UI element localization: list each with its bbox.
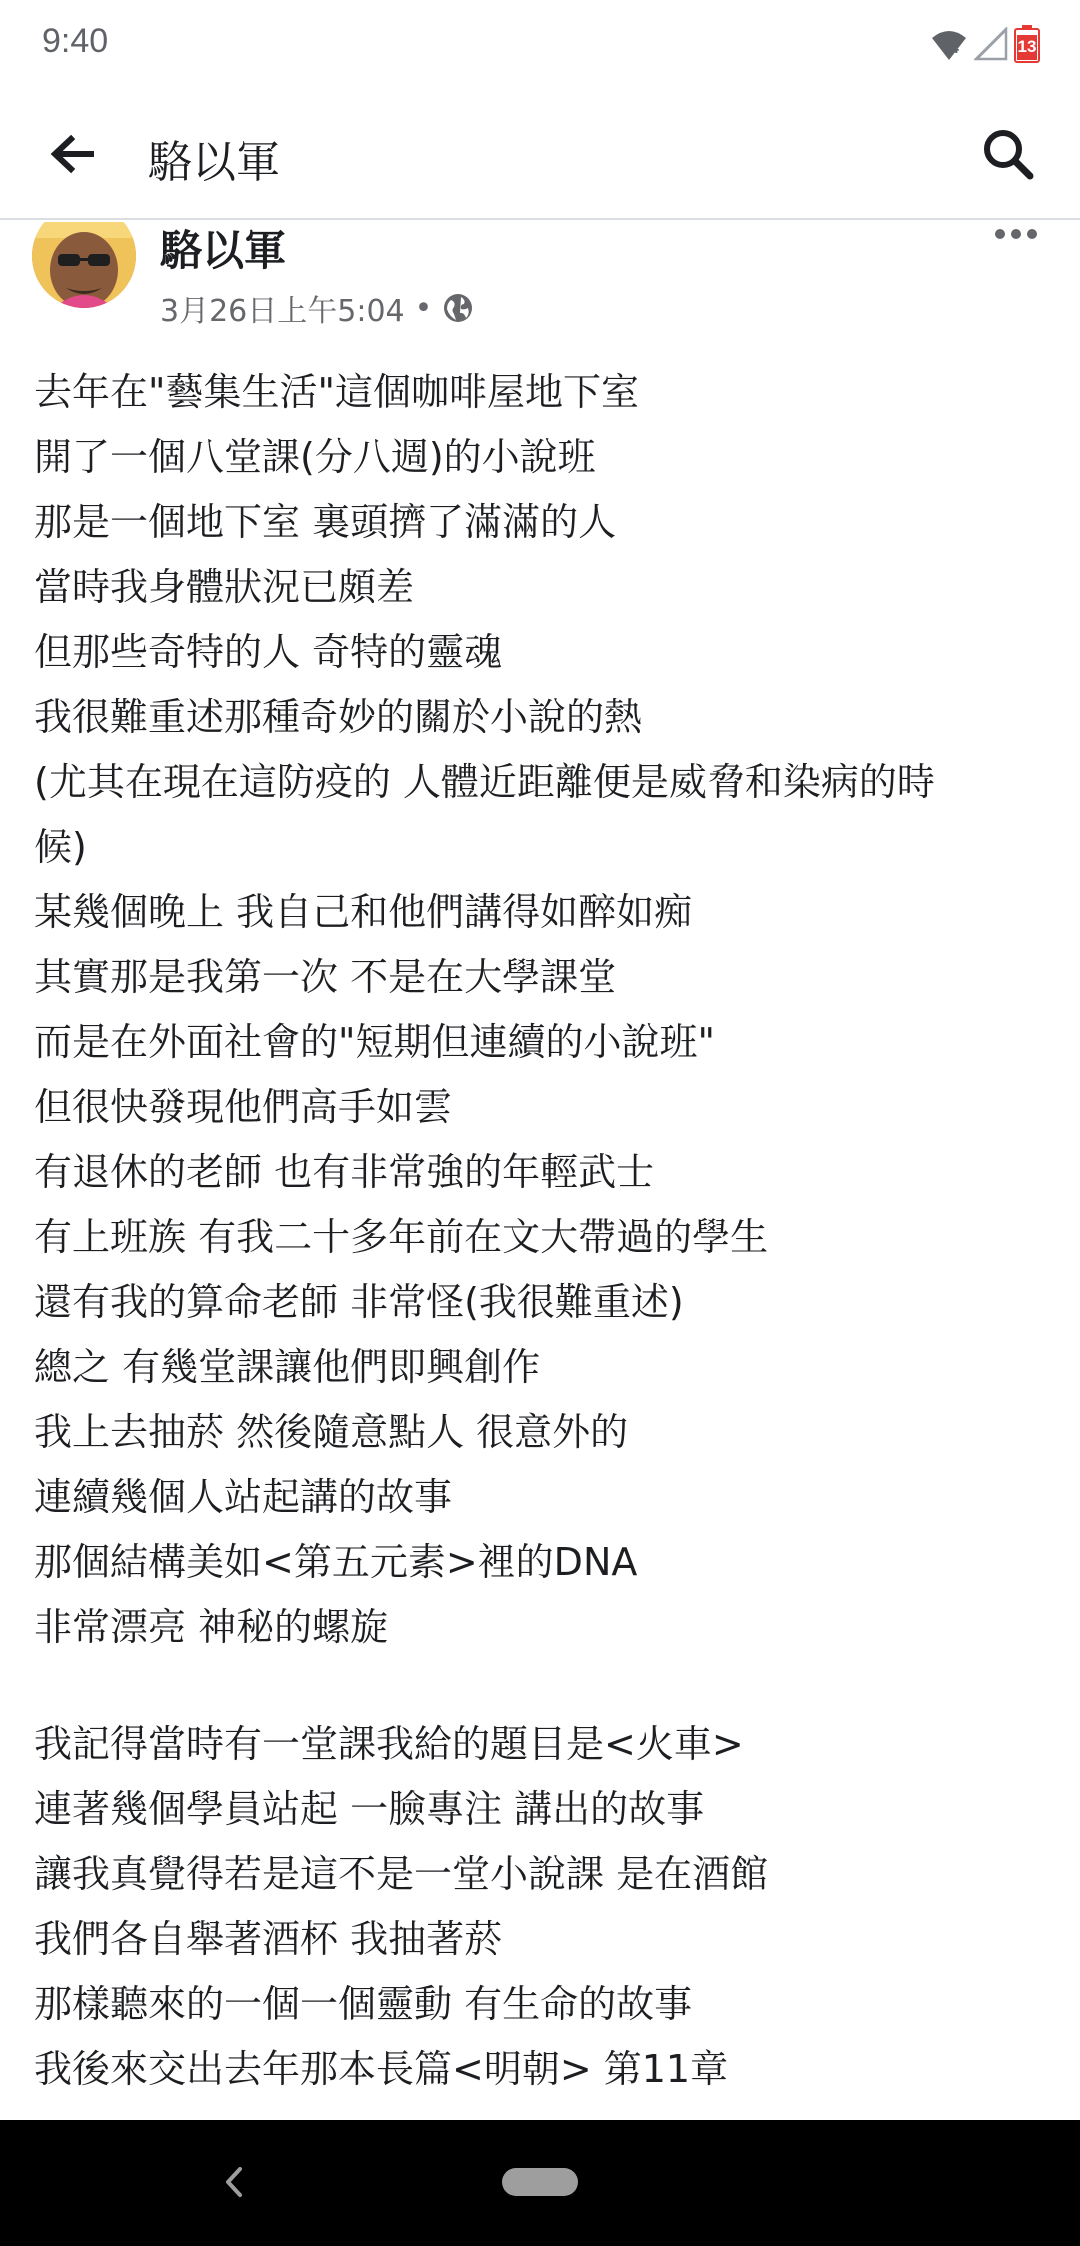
- post-line: 那樣聽來的一個一個靈動 有生命的故事: [34, 1982, 693, 2026]
- post-line: 連著幾個學員站起 一臉專注 講出的故事: [34, 1787, 705, 1831]
- post-meta: [160, 286, 474, 330]
- post-line: 當時我身體狀況已頗差: [34, 565, 415, 609]
- more-dot: [995, 229, 1005, 239]
- post-line: 非常漂亮 神秘的螺旋: [34, 1605, 389, 1649]
- nav-back-button[interactable]: [214, 2160, 254, 2204]
- post-line: 候): [34, 825, 87, 869]
- post-line: 有上班族 有我二十多年前在文大帶過的學生: [34, 1215, 769, 1259]
- post-line: 我記得當時有一堂課我給的題目是<火車>: [34, 1722, 744, 1766]
- post-line: 某幾個晚上 我自己和他們講得如醉如痴: [34, 890, 693, 934]
- post-line: 連續幾個人站起講的故事: [34, 1475, 453, 1519]
- more-dot: [1027, 229, 1037, 239]
- post-timestamp[interactable]: 3月26日上午5:04: [160, 294, 405, 329]
- home-pill-icon[interactable]: [502, 2168, 578, 2196]
- battery-icon: [1014, 25, 1040, 63]
- post-line: 我很難重述那種奇妙的關於小說的熱: [34, 695, 643, 739]
- post-line: 還有我的算命老師 非常怪(我很難重述): [34, 1280, 684, 1324]
- signal-icon: [974, 27, 1008, 61]
- post-line: 開了一個八堂課(分八週)的小說班: [34, 435, 596, 479]
- more-options-button[interactable]: [986, 222, 1046, 254]
- post-line: 讓我真覺得若是這不是一堂小說課 是在酒館: [34, 1852, 769, 1896]
- wifi-badge: 4: [950, 40, 959, 57]
- more-dot: [1011, 229, 1021, 239]
- post-line: (尤其在現在這防疫的 人體近距離便是威脅和染病的時: [34, 760, 935, 804]
- app-bar: [0, 88, 1080, 220]
- post-line: 去年在"藝集生活"這個咖啡屋地下室: [34, 370, 639, 414]
- post-line: 那個結構美如<第五元素>裡的DNA: [34, 1540, 638, 1584]
- post-line: 有退休的老師 也有非常強的年輕武士: [34, 1150, 655, 1194]
- post-line: 但那些奇特的人 奇特的靈魂: [34, 630, 503, 674]
- nav-back-icon: [222, 2165, 246, 2199]
- post-line: 我們各自舉著酒杯 我抽著菸: [34, 1917, 503, 1961]
- post-line: 我後來交出去年那本長篇<明朝> 第11章: [34, 2047, 729, 2091]
- post-line: 那是一個地下室 裏頭擠了滿滿的人: [34, 500, 617, 544]
- meta-separator: •: [414, 290, 433, 326]
- system-nav-bar: [0, 2120, 1080, 2246]
- globe-icon: [442, 292, 474, 324]
- search-button[interactable]: [972, 118, 1044, 190]
- author-name[interactable]: 駱以軍: [160, 226, 287, 275]
- post-line: 而是在外面社會的"短期但連續的小說班": [34, 1020, 715, 1064]
- back-button[interactable]: [36, 118, 108, 190]
- arrow-left-icon: [49, 134, 95, 174]
- battery-badge: 13: [1017, 37, 1037, 56]
- status-time: 9:40: [42, 22, 109, 60]
- post-line: 總之 有幾堂課讓他們即興創作: [34, 1345, 541, 1389]
- post-header: [0, 222, 1080, 342]
- paragraph-1: [34, 360, 1050, 1660]
- paragraph-2: [34, 1712, 1050, 2102]
- status-bar: [0, 0, 1080, 88]
- search-icon: [980, 126, 1036, 182]
- wifi-icon: [930, 26, 968, 62]
- status-icons: [930, 24, 1040, 64]
- post-line: 我上去抽菸 然後隨意點人 很意外的: [34, 1410, 629, 1454]
- post-line: 其實那是我第一次 不是在大學課堂: [34, 955, 617, 999]
- page-title: 駱以軍: [148, 137, 280, 188]
- avatar[interactable]: [32, 222, 136, 308]
- post-body: [34, 360, 1050, 2120]
- post-line: 但很快發現他們高手如雲: [34, 1085, 453, 1129]
